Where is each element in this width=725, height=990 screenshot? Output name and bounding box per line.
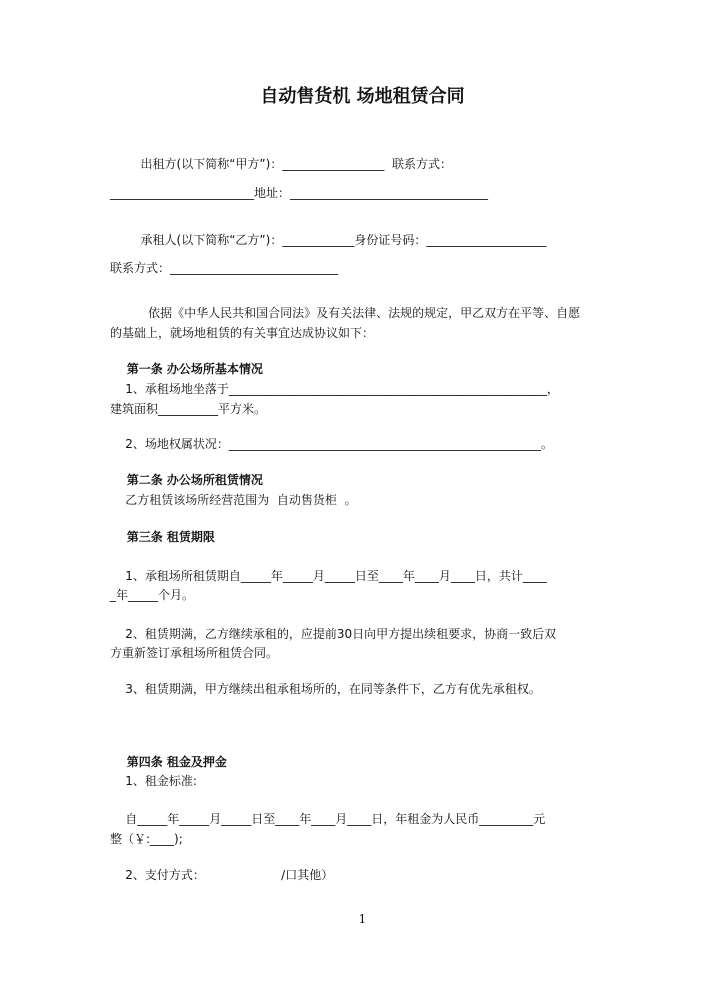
- article-2-scope: 乙方租赁该场所经营范围为 自动售货柜 。: [110, 493, 357, 507]
- page-number: 1: [358, 912, 367, 926]
- lessee-contact-line: 联系方式：____________________________: [110, 261, 339, 275]
- document-title: 自动售货机 场地租赁合同: [260, 86, 465, 107]
- article-2-heading: 第二条 办公场所租赁情况: [110, 473, 263, 487]
- lessee-line: 承租人(以下简称“乙方”)：____________身份证号码：____________________: [110, 233, 547, 247]
- article-3-heading: 第三条 租赁期限: [110, 530, 215, 544]
- preamble-line-2: 的基础上，就场地租赁的有关事宜达成协议如下：: [110, 326, 375, 340]
- rent-period-line: 自_____年_____月_____日至____年____月____日，年租金为人民币_________元: [110, 812, 546, 826]
- article-1-heading: 第一条 办公场所基本情况: [110, 362, 263, 376]
- article-3-item-2-cont: 方重新签订承租场所租赁合同。: [110, 646, 279, 660]
- lessor-address-line: ________________________地址：_________________________________: [110, 186, 489, 200]
- rent-amount-line: 整（￥:____);: [110, 832, 183, 846]
- article-1-item-1-cont: 建筑面积__________平方米。: [110, 402, 267, 416]
- article-4-item-1: 1、租金标准:: [110, 774, 197, 788]
- lessor-line: 出租方(以下简称“甲方”)：_________________ 联系方式：: [110, 157, 452, 171]
- article-3-item-2: 2、租赁期满，乙方继续承租的，应提前30日向甲方提出续租要求，协商一致后双: [110, 627, 557, 641]
- article-3-item-1: 1、承租场所租赁期自_____年_____月_____日至____年____月____日，共计____: [110, 569, 547, 583]
- preamble-line-1: 依据《中华人民共和国合同法》及有关法律、法规的规定，甲乙双方在平等、自愿: [110, 306, 581, 320]
- payment-method-line: 2、支付方式： /口其他）: [110, 868, 334, 882]
- article-1-item-2: 2、场地权属状况：____________________________________________________。: [110, 437, 553, 451]
- article-1-item-1: 1、承租场地坐落于_____________________________________________________，: [110, 382, 559, 396]
- article-3-item-1-cont: _年_____个月。: [110, 588, 195, 602]
- article-3-item-3: 3、租赁期满，甲方继续出租承租场所的，在同等条件下，乙方有优先承租权。: [110, 682, 541, 696]
- article-4-heading: 第四条 租金及押金: [110, 755, 227, 769]
